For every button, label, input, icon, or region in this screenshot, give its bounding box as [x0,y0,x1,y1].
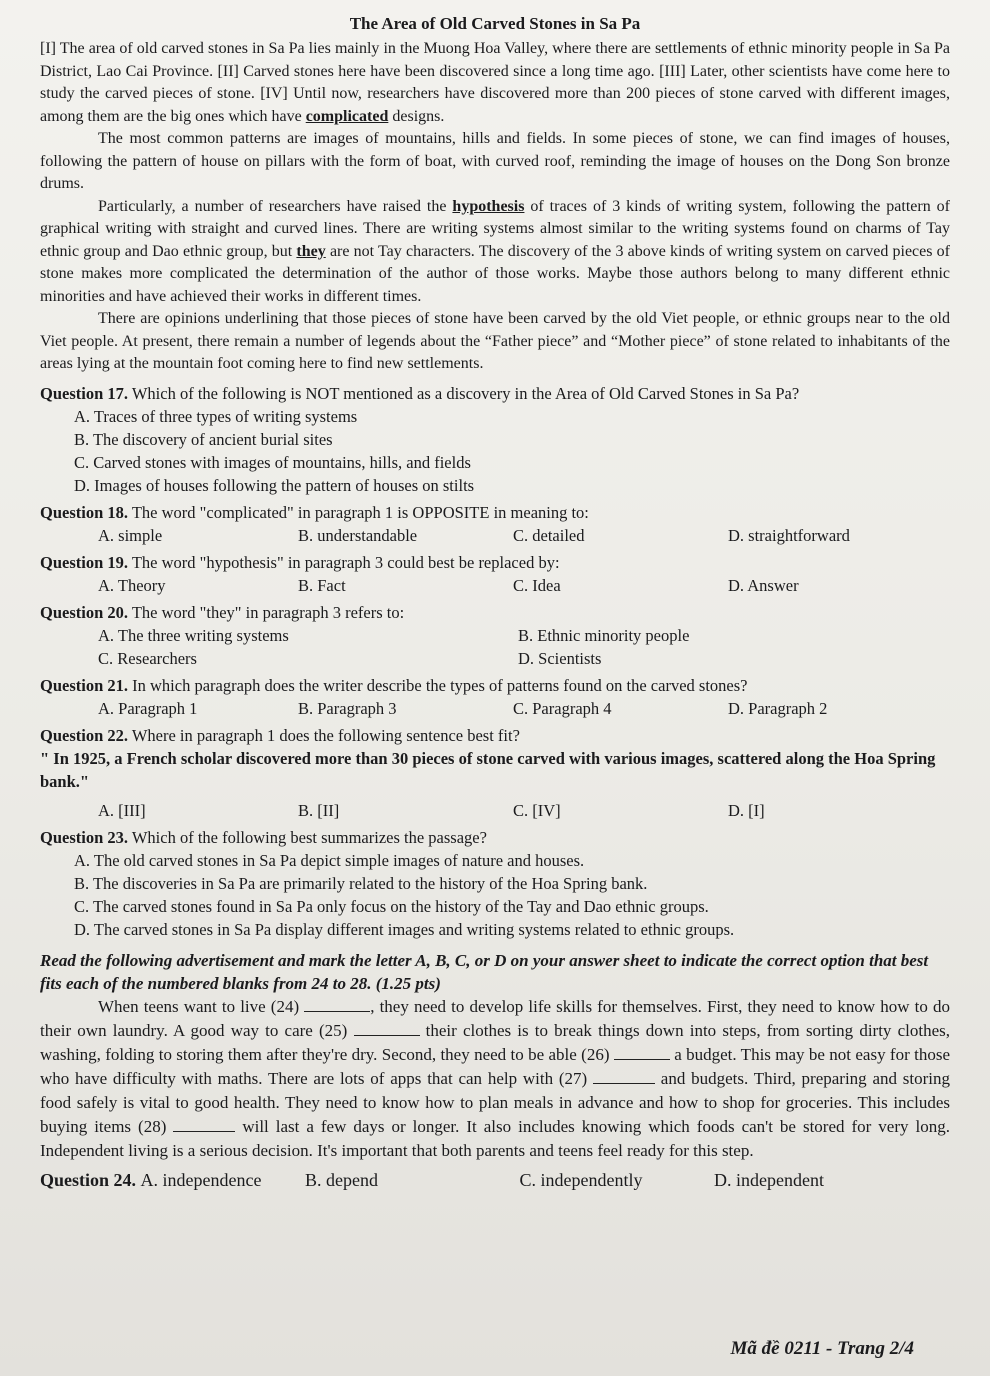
section-instruction: Read the following advertisement and mark the letter A, B, C, or D on your answer sheet to indicate the correct option that best fits each of the numbered blanks from 24 to 28. (1.25 pts) [40,950,929,993]
options-19 [40,574,950,597]
advertisement-text [40,995,950,1163]
question-20-text: The word "they" in paragraph 3 refers to: [131,602,405,622]
ad-part-2: , they need to develop life skills for themselves. First, they need to know how to do their own laundry. A good way to care (25) [40,996,950,1040]
option-22b[interactable]: B. [II] [298,800,340,820]
option-24a[interactable]: A. independence [140,1169,262,1190]
blank-28[interactable] [173,1131,235,1132]
blank-25[interactable] [354,1035,420,1036]
option-18d[interactable]: D. straightforward [728,525,850,545]
option-21b[interactable]: B. Paragraph 3 [298,698,397,718]
option-19c[interactable]: C. Idea [513,575,561,595]
option-18c[interactable]: C. detailed [513,525,585,545]
paragraph-1-end: designs. [388,107,445,125]
question-21 [40,674,950,697]
paragraph-1 [40,38,950,128]
paragraph-3 [40,196,950,309]
option-20c[interactable]: C. Researchers [98,648,197,668]
question-20 [40,601,950,624]
question-21-label: Question 21. [40,675,129,695]
page-footer: Mã đề 0211 - Trang 2/4 [730,1338,914,1359]
paragraph-4: There are opinions underlining that those pieces of stone have been carved by the old Viet people, or ethnic groups near to the old Viet people. At present, there remain a number of legends about the “Father piece” and “Mother piece” of stone related to inhabitants of the areas lying at the mountain foot coming here to find new settlements. [40,310,950,372]
blank-24[interactable] [304,1011,370,1012]
ad-part-1: When teens want to live (24) [98,996,305,1016]
question-22-quote: " In 1925, a French scholar discovered more than 30 pieces of stone carved with various images, scattered along the Hoa Spring bank." [40,748,936,791]
option-21a[interactable]: A. Paragraph 1 [98,698,198,718]
option-17a[interactable]: A. Traces of three types of writing systems [74,406,358,426]
question-20-label: Question 20. [40,602,129,622]
question-18-label: Question 18. [40,502,129,522]
underlined-complicated: complicated [305,107,389,125]
paragraph-1-text: [I] The area of old carved stones in Sa Pa lies mainly in the Muong Hoa Valley, where there are settlements of ethnic minority people in Sa Pa District, Lao Cai Province. [II] Carved stones here have been discovered since a long time ago. [III] Later, other scientists have come here to study the carved pieces of stone. [IV] Until now, researchers have discovered more than 200 pieces of stone carved with different images, among them are the big ones which have [40,40,950,125]
options-20 [40,624,950,670]
option-23a[interactable]: A. The old carved stones in Sa Pa depict simple images of nature and houses. [74,850,585,870]
ad-part-3: their clothes is to break things down into steps, from sorting dirty clothes, washing, folding to storing them after they're dry. Second, they need to be able (26) [40,1020,950,1064]
question-23-text: Which of the following best summarizes the passage? [131,827,487,847]
question-17-label: Question 17. [40,383,129,403]
ad-part-4: a budget. This may be not easy for those who have difficulty with maths. There are lots of apps that can help with (27) [40,1044,951,1088]
option-17d[interactable]: D. Images of houses following the pattern of houses on stilts [74,475,475,495]
option-20b[interactable]: B. Ethnic minority people [518,625,690,645]
question-21-text: In which paragraph does the writer describe the types of patterns found on the carved stones? [132,675,748,695]
option-20a[interactable]: A. The three writing systems [98,625,289,645]
question-23 [40,826,950,849]
option-18a[interactable]: A. simple [98,525,163,545]
option-19d[interactable]: D. Answer [728,575,799,595]
option-21c[interactable]: C. Paragraph 4 [513,698,612,718]
option-23b[interactable]: B. The discoveries in Sa Pa are primarily related to the history of the Hoa Spring bank. [74,873,648,893]
question-24 [40,1167,950,1193]
question-19 [40,551,950,574]
ad-part-6: will last a few days or longer. It also includes knowing which foods can't be stored for very long. Independent living is a serious decision. It's important that both parents and teens feel ready for this step. [40,1116,950,1160]
option-20d[interactable]: D. Scientists [518,648,602,668]
blank-27[interactable] [593,1083,655,1084]
question-24-label: Question 24. [40,1169,137,1190]
option-22a[interactable]: A. [III] [98,800,146,820]
paragraph-3-end: are not Tay characters. The discovery of the 3 above kinds of writing system on carved pieces of stone makes more complicated the determination of the author of those works. Maybe those authors belong to many different ethnic minorities and have achieved their works in different times. [40,242,951,305]
question-22-label: Question 22. [40,725,129,745]
option-24d[interactable]: D. independent [714,1169,824,1190]
question-23-label: Question 23. [40,827,129,847]
option-19b[interactable]: B. Fact [298,575,346,595]
question-17 [40,382,950,405]
underlined-hypothesis: hypothesis [452,197,525,215]
question-19-label: Question 19. [40,552,129,572]
blank-26[interactable] [614,1059,670,1060]
option-17c[interactable]: C. Carved stones with images of mountains, hills, and fields [74,452,471,472]
question-19-text: The word "hypothesis" in paragraph 3 could best be replaced by: [131,552,560,572]
passage-title: The Area of Old Carved Stones in Sa Pa [349,14,641,33]
underlined-they: they [296,242,326,260]
question-22 [40,724,950,747]
options-21 [40,697,950,720]
option-23c[interactable]: C. The carved stones found in Sa Pa only focus on the history of the Tay and Dao ethnic groups. [74,896,709,916]
question-17-text: Which of the following is NOT mentioned as a discovery in the Area of Old Carved Stones in Sa Pa? [131,383,800,403]
question-18-text: The word "complicated" in paragraph 1 is OPPOSITE in meaning to: [131,502,589,522]
question-18 [40,501,950,524]
option-23d[interactable]: D. The carved stones in Sa Pa display different images and writing systems related to ethnic groups. [74,919,735,939]
option-22d[interactable]: D. [I] [728,800,765,820]
options-22 [40,799,950,822]
option-22c[interactable]: C. [IV] [513,800,561,820]
page-content [40,14,950,1193]
paragraph-3-text: Particularly, a number of researchers have raised the [98,197,453,215]
paragraph-3-middle: of traces of 3 kinds of writing system, following the pattern of graphical writing with straight and curved lines. There are writing systems almost similar to the writing systems found on charms of Tay ethnic group and Dao ethnic group, but [40,197,951,260]
options-18 [40,524,950,547]
ad-part-5: and budgets. Third, preparing and storing food safely is vital to good health. They need to know how to plan meals in advance and how to shop for groceries. This includes buying items (28) [40,1068,951,1136]
option-21d[interactable]: D. Paragraph 2 [728,698,828,718]
option-18b[interactable]: B. understandable [298,525,418,545]
option-19a[interactable]: A. Theory [98,575,166,595]
option-24b[interactable]: B. depend [305,1169,378,1190]
question-22-text: Where in paragraph 1 does the following sentence best fit? [131,725,520,745]
option-17b[interactable]: B. The discovery of ancient burial sites [74,429,333,449]
option-24c[interactable]: C. independently [519,1169,643,1190]
paragraph-2: The most common patterns are images of mountains, hills and fields. In some pieces of stone, we can find images of houses, following the pattern of house on pillars with the form of boat, with curved roof, reminding the image of houses on the Dong Son bronze drums. [40,130,950,192]
